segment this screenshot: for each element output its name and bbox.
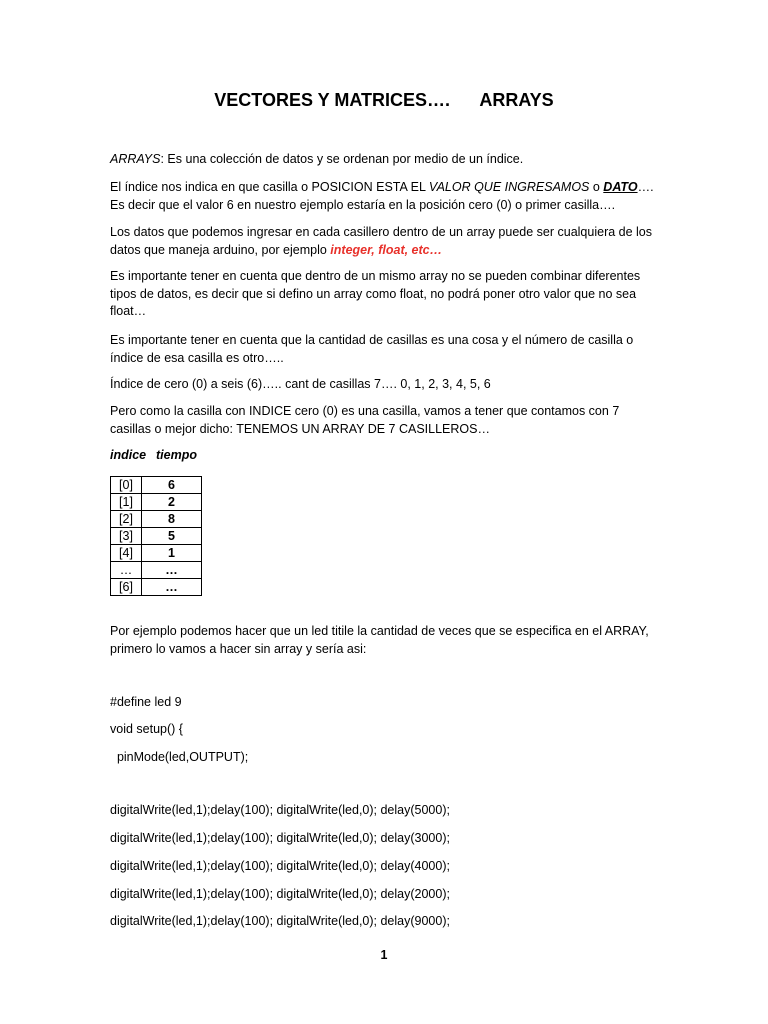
cell-index: [2] — [111, 511, 142, 528]
cell-value: 1 — [142, 545, 202, 562]
table-row — [111, 545, 202, 562]
page-number: 1 — [380, 948, 388, 962]
range-text: Índice de cero (0) a seis (6)….. cant de casillas 7…. 0, 1, 2, 3, 4, 5, 6 — [110, 377, 491, 391]
code-line-write: digitalWrite(led,1);delay(100); digitalWrite(led,0); delay(3000); — [110, 831, 450, 845]
code-line-write: digitalWrite(led,1);delay(100); digitalWrite(led,0); delay(5000); — [110, 803, 450, 817]
cell-index: [6] — [111, 579, 142, 596]
cell-index: … — [111, 562, 142, 579]
index-text-o: o — [589, 180, 604, 194]
paragraph-example — [110, 623, 660, 658]
types-highlight: integer, float, etc… — [330, 242, 443, 257]
paragraph-count — [110, 332, 660, 367]
cell-index: [4] — [111, 545, 142, 562]
same-type-text: Es importante tener en cuenta que dentro de un mismo array no se pueden combinar diferentes tipos de datos, es decir que si defino un array como float, no podrá poner otro valor que no sea float… — [110, 269, 641, 318]
cell-index: [0] — [111, 477, 142, 494]
code-line-define: #define led 9 — [110, 695, 182, 709]
table-row — [111, 579, 202, 596]
paragraph-types — [110, 224, 660, 259]
seven-text: Pero como la casilla con INDICE cero (0) es una casilla, vamos a tener que contamos con 7 casillas o mejor dicho: TENEMOS UN ARRAY DE 7 CASILLEROS… — [110, 404, 620, 436]
definition-text: : Es una colección de datos y se ordenan por medio de un índice. — [160, 152, 524, 166]
cell-value: … — [142, 562, 202, 579]
paragraph-seven — [110, 403, 660, 438]
index-text-dato: DATO — [603, 180, 638, 194]
paragraph-definition — [110, 151, 660, 169]
table-column-headers — [110, 448, 197, 462]
table-row — [111, 562, 202, 579]
table-row — [111, 477, 202, 494]
cell-value: 8 — [142, 511, 202, 528]
code-line-write: digitalWrite(led,1);delay(100); digitalWrite(led,0); delay(2000); — [110, 887, 450, 901]
cell-value: 5 — [142, 528, 202, 545]
index-text-e: …. Es decir que el valor 6 en nuestro ejemplo estaría en la posición cero (0) o primer casilla…. — [110, 180, 654, 212]
cell-value: 6 — [142, 477, 202, 494]
count-text: Es importante tener en cuenta que la cantidad de casillas es una cosa y el número de casilla o índice de esa casilla es otro….. — [110, 333, 634, 365]
page-title: VECTORES Y MATRICES…. ARRAYS — [214, 90, 554, 110]
types-text: Los datos que podemos ingresar en cada casillero dentro de un array puede ser cualquiera de los datos que maneja arduino, por ejemplo — [110, 225, 653, 257]
index-text-valor: VALOR QUE INGRESAMOS — [428, 180, 590, 194]
table-row — [111, 528, 202, 545]
code-line-pinmode: pinMode(led,OUTPUT); — [110, 750, 249, 764]
table-row — [111, 511, 202, 528]
array-table — [110, 476, 202, 596]
index-text-a: El índice nos indica en que casilla o POSICION ESTA EL — [110, 180, 429, 194]
paragraph-index — [110, 179, 660, 214]
paragraph-same-type — [110, 268, 660, 321]
code-line-write: digitalWrite(led,1);delay(100); digitalWrite(led,0); delay(9000); — [110, 914, 450, 928]
table-row — [111, 494, 202, 511]
code-line-write: digitalWrite(led,1);delay(100); digitalWrite(led,0); delay(4000); — [110, 859, 450, 873]
header-tiempo: tiempo — [156, 448, 197, 462]
example-text: Por ejemplo podemos hacer que un led titile la cantidad de veces que se especifica en el ARRAY, primero lo vamos a hacer sin array y sería asi: — [110, 624, 649, 656]
header-indice: indice — [110, 448, 147, 462]
code-line-setup: void setup() { — [110, 722, 183, 736]
term-arrays: ARRAYS — [110, 152, 161, 166]
cell-value: 2 — [142, 494, 202, 511]
cell-value: … — [142, 579, 202, 596]
cell-index: [1] — [111, 494, 142, 511]
paragraph-range — [110, 376, 660, 394]
cell-index: [3] — [111, 528, 142, 545]
